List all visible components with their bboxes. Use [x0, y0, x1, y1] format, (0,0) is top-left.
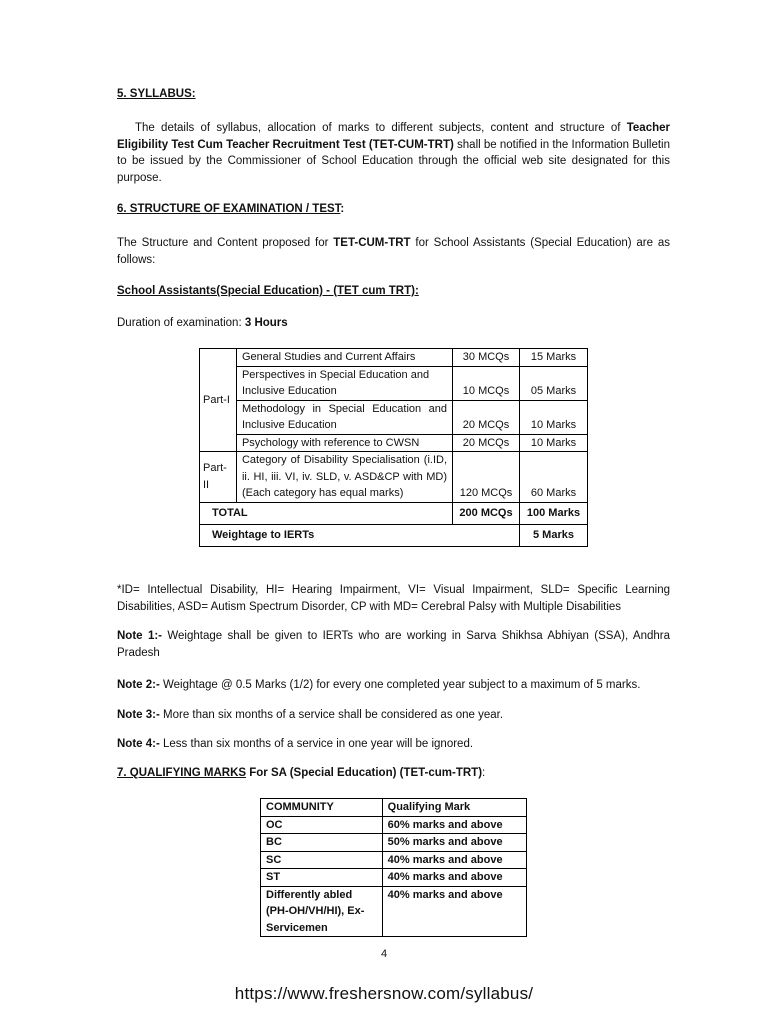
section-5-text-post: shall be notified in the Information Bulletin to be issued by the Commissioner of School Education through the official web site designated for this purpose.: [117, 138, 670, 184]
section-7-heading-colon: :: [482, 767, 486, 779]
section-7-heading-underlined: 7. QUALIFYING MARKS: [117, 767, 247, 779]
marks-cell: 60 Marks: [520, 452, 588, 503]
footer-url-link[interactable]: https://www.freshersnow.com/syllabus/: [234, 984, 534, 1003]
section-5-text-bold: Teacher Eligibility Test Cum Teacher Recruitment Test (TET-CUM-TRT): [117, 122, 670, 151]
table-row: [261, 851, 527, 869]
note-label: Note 1:-: [117, 630, 162, 642]
weightage-marks: 5 Marks: [520, 524, 588, 546]
subject-cell: Category of Disability Specialisation (i.ID, ii. HI, iii. VI, iv. SLD, v. ASD&CP with MD) (Each category has equal marks): [236, 452, 452, 503]
qualifying-marks-table: [260, 798, 527, 937]
section-6-text-post: for School Assistants (Special Education) are as follows:: [117, 237, 671, 266]
qualifying-mark-cell: 40% marks and above: [382, 869, 526, 887]
note-4: [117, 736, 670, 753]
total-row: [200, 502, 588, 524]
marks-cell: 05 Marks: [520, 366, 588, 400]
section-7-heading-rest: For SA (Special Education) (TET-cum-TRT): [246, 767, 483, 779]
qualifying-mark-cell: 50% marks and above: [382, 834, 526, 852]
total-mcqs: 200 MCQs: [453, 502, 520, 524]
section-5-text-pre: The details of syllabus, allocation of marks to different subjects, content and structure of: [135, 122, 627, 134]
community-header: COMMUNITY: [261, 799, 383, 817]
mcqs-cell: 20 MCQs: [453, 434, 520, 452]
table-row: [200, 400, 588, 434]
community-cell: OC: [261, 816, 383, 834]
abbreviations-footnote: *ID= Intellectual Disability, HI= Hearing Impairment, VI= Visual Impairment, SLD= Specific Learning Disabilities, ASD= Autism Spectrum Disorder, CP with MD= Cerebral Palsy with Multiple Disabilities: [117, 584, 670, 613]
qualifying-mark-header: Qualifying Mark: [382, 799, 526, 817]
qualifying-mark-cell: 40% marks and above: [382, 886, 526, 937]
marks-cell: 10 Marks: [520, 400, 588, 434]
section-5-heading: 5. SYLLABUS:: [117, 88, 196, 100]
note-text: More than six months of a service shall be considered as one year.: [159, 709, 504, 721]
section-6-text-bold: TET-CUM-TRT: [333, 237, 411, 249]
note-text: Less than six months of a service in one year will be ignored.: [159, 738, 474, 750]
section-6-paragraph: [117, 235, 670, 268]
marks-cell: 10 Marks: [520, 434, 588, 452]
total-label: TOTAL: [200, 502, 453, 524]
note-text: Weightage @ 0.5 Marks (1/2) for every one completed year subject to a maximum of 5 marks.: [159, 679, 641, 691]
school-assistants-subheading: School Assistants(Special Education) - (TET cum TRT):: [117, 285, 419, 297]
duration-value: 3 Hours: [244, 317, 288, 329]
section-7-heading: [117, 767, 485, 779]
total-marks: 100 Marks: [520, 502, 588, 524]
note-2: [117, 677, 670, 694]
mcqs-cell: 10 MCQs: [453, 366, 520, 400]
note-text: Weightage shall be given to IERTs who are working in Sarva Shikhsa Abhiyan (SSA), Andhra Pradesh: [117, 630, 670, 659]
subject-cell: Methodology in Special Education and Inclusive Education: [236, 400, 452, 434]
note-label: Note 2:-: [117, 679, 160, 691]
qualifying-mark-cell: 60% marks and above: [382, 816, 526, 834]
table-row: [200, 434, 588, 452]
mcqs-cell: 120 MCQs: [453, 452, 520, 503]
table-row: [200, 349, 588, 367]
note-1: [117, 628, 670, 661]
exam-structure-table: [199, 348, 588, 547]
table-row: [261, 834, 527, 852]
weightage-row: [200, 524, 588, 546]
mcqs-cell: 20 MCQs: [453, 400, 520, 434]
page-number: 4: [380, 948, 388, 960]
exam-duration: [117, 317, 288, 329]
weightage-label: Weightage to IERTs: [200, 524, 520, 546]
table-row: [261, 886, 527, 937]
note-label: Note 3:-: [117, 709, 160, 721]
section-6-text-pre: The Structure and Content proposed for: [117, 237, 334, 249]
note-3: [117, 707, 670, 724]
table-row: [200, 366, 588, 400]
part-2-label: Part-II: [200, 452, 237, 503]
subject-cell: Psychology with reference to CWSN: [236, 434, 452, 452]
duration-label: Duration of examination:: [117, 317, 245, 329]
qualifying-mark-cell: 40% marks and above: [382, 851, 526, 869]
community-cell: ST: [261, 869, 383, 887]
section-6-heading-colon: :: [340, 203, 345, 215]
table-row: [200, 452, 588, 503]
community-cell: BC: [261, 834, 383, 852]
table-row: [261, 816, 527, 834]
community-cell: SC: [261, 851, 383, 869]
mcqs-cell: 30 MCQs: [453, 349, 520, 367]
note-label: Note 4:-: [117, 738, 160, 750]
marks-cell: 15 Marks: [520, 349, 588, 367]
table-row: [261, 869, 527, 887]
section-5-paragraph: [117, 120, 670, 186]
table-header-row: [261, 799, 527, 817]
subject-cell: General Studies and Current Affairs: [236, 349, 452, 367]
section-6-heading: [117, 203, 344, 215]
subject-cell: Perspectives in Special Education and Inclusive Education: [236, 366, 452, 400]
part-1-label: Part-I: [200, 349, 237, 452]
section-6-heading-text: 6. STRUCTURE OF EXAMINATION / TEST: [117, 203, 341, 215]
community-cell: Differently abled (PH-OH/VH/HI), Ex-Servicemen: [261, 886, 383, 937]
